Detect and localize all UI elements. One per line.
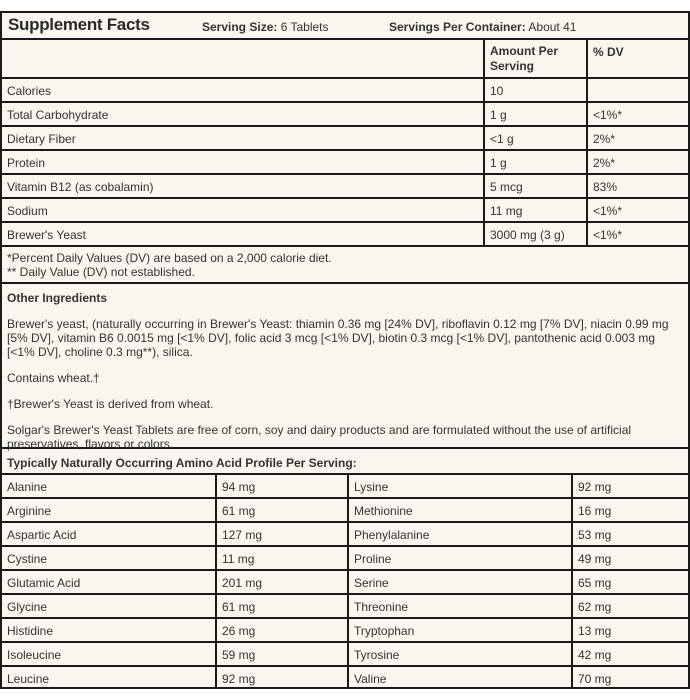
allergen-statement: Contains wheat.† xyxy=(7,371,100,385)
amino-acid-value: 13 mg xyxy=(578,624,612,638)
amino-acid-value: 61 mg xyxy=(222,504,256,518)
servings-per-container-label: Servings Per Container: xyxy=(389,20,526,34)
amino-acid-name: Aspartic Acid xyxy=(7,528,77,542)
amino-acid-value: 65 mg xyxy=(578,576,612,590)
nutrient-amount: 11 mg xyxy=(490,204,523,218)
amino-acid-name: Arginine xyxy=(7,504,52,518)
nutrient-amount: 10 xyxy=(490,84,504,98)
amino-acid-value: 94 mg xyxy=(222,480,256,494)
table-row xyxy=(2,127,688,151)
table-row xyxy=(2,619,688,643)
amino-acid-value: 201 mg xyxy=(222,576,263,590)
nutrient-amount: 3000 mg (3 g) xyxy=(490,228,565,242)
amino-acid-name: Phenylalanine xyxy=(354,528,430,542)
table-row xyxy=(2,571,688,595)
amino-acid-name: Proline xyxy=(354,552,392,566)
amino-acid-name: Leucine xyxy=(7,672,50,686)
amino-acid-name: Threonine xyxy=(354,600,409,614)
amino-acid-name: Histidine xyxy=(7,624,54,638)
table-row xyxy=(2,151,688,175)
table-row xyxy=(2,103,688,127)
amino-acid-name: Methionine xyxy=(354,504,413,518)
table-row xyxy=(2,475,688,499)
table-row xyxy=(2,499,688,523)
amino-acid-value: 92 mg xyxy=(578,480,612,494)
servings-per-container-value: About 41 xyxy=(528,20,577,34)
amino-acid-name: Cystine xyxy=(7,552,48,566)
amino-acid-value: 59 mg xyxy=(222,648,256,662)
table-row xyxy=(2,223,688,247)
amino-acid-value: 53 mg xyxy=(578,528,612,542)
amino-acid-name: Isoleucine xyxy=(7,648,62,662)
amino-acid-name: Valine xyxy=(354,672,387,686)
amino-acid-value: 16 mg xyxy=(578,504,612,518)
ingredients-text: Brewer's yeast, (naturally occurring in Brewer's Yeast: thiamin 0.36 mg [24% DV], riboflavin 0.12 mg [7% DV], niacin 0.99 mg [5% DV], vitamin B6 0.0015 mg [<1% DV], folic acid 3 mcg [<1% DV], biotin 0.3 mcg [<1% DV], pantothenic acid 0.003 mg [<1% DV], choline 0.3 mg**), silica. xyxy=(7,317,669,359)
amount-header-line2: Serving xyxy=(490,59,535,73)
serving-size-label: Serving Size: xyxy=(202,20,278,34)
amino-acid-value: 70 mg xyxy=(578,672,612,686)
nutrient-name: Protein xyxy=(7,156,46,170)
nutrient-amount: 1 g xyxy=(490,156,507,170)
nutrient-dv: <1%* xyxy=(593,108,623,122)
nutrient-name: Dietary Fiber xyxy=(7,132,76,146)
dv-footnotes xyxy=(2,247,688,284)
table-row xyxy=(2,199,688,223)
amino-acid-value: 49 mg xyxy=(578,552,612,566)
table-row xyxy=(2,547,688,571)
nutrient-name: Calories xyxy=(7,84,52,98)
amino-acid-name: Glutamic Acid xyxy=(7,576,81,590)
amount-column-header xyxy=(483,40,586,77)
amino-acid-heading-text: Typically Naturally Occurring Amino Acid Profile Per Serving: xyxy=(7,456,357,470)
panel-title: Supplement Facts xyxy=(8,15,150,34)
footnote-dv-basis: *Percent Daily Values (DV) are based on a 2,000 calorie diet. xyxy=(7,251,332,265)
footnote-dv-not-established: ** Daily Value (DV) not established. xyxy=(7,265,195,279)
amino-acid-name: Tryptophan xyxy=(354,624,415,638)
nutrient-name: Sodium xyxy=(7,204,48,218)
amino-acid-value: 26 mg xyxy=(222,624,256,638)
dv-column-header xyxy=(586,40,688,77)
amino-acid-name: Serine xyxy=(354,576,389,590)
servings-per-container xyxy=(389,20,576,34)
table-row xyxy=(2,523,688,547)
other-ingredients-section xyxy=(2,286,688,449)
amino-acid-value: 127 mg xyxy=(222,528,263,542)
table-row xyxy=(2,643,688,667)
nutrient-name: Total Carbohydrate xyxy=(7,108,109,122)
nutrient-dv: <1%* xyxy=(593,204,623,218)
amino-acid-name: Lysine xyxy=(354,480,389,494)
supplement-facts-header xyxy=(2,13,688,40)
nutrient-amount: <1 g xyxy=(490,132,514,146)
nutrient-dv: 2%* xyxy=(593,156,616,170)
supplement-facts-panel xyxy=(0,11,690,689)
table-row xyxy=(2,175,688,199)
other-ingredients-heading: Other Ingredients xyxy=(7,291,108,305)
amount-header-line1: Amount Per xyxy=(490,44,559,58)
amino-acid-profile-heading xyxy=(2,451,688,475)
nutrient-dv: 2%* xyxy=(593,132,616,146)
table-row xyxy=(2,667,688,687)
amino-acid-value: 42 mg xyxy=(578,648,612,662)
nutrient-dv: 83% xyxy=(593,180,618,194)
nutrient-column-header xyxy=(2,40,483,77)
dv-header-label: % DV xyxy=(593,45,624,59)
allergen-note: †Brewer's Yeast is derived from wheat. xyxy=(7,397,214,411)
nutrient-name: Vitamin B12 (as cobalamin) xyxy=(7,180,154,194)
nutrient-name: Brewer's Yeast xyxy=(7,228,87,242)
amino-acid-value: 92 mg xyxy=(222,672,256,686)
amino-acid-name: Tyrosine xyxy=(354,648,400,662)
nutrient-dv: <1%* xyxy=(593,228,623,242)
amino-acid-name: Alanine xyxy=(7,480,48,494)
amino-acid-value: 11 mg xyxy=(222,552,255,566)
nutrient-amount: 1 g xyxy=(490,108,507,122)
amino-acid-value: 62 mg xyxy=(578,600,612,614)
serving-size xyxy=(202,20,329,34)
nutrient-amount: 5 mcg xyxy=(490,180,523,194)
amino-acid-value: 61 mg xyxy=(222,600,256,614)
free-of-statement: Solgar's Brewer's Yeast Tablets are free of corn, soy and dairy products and are formulated without the use of artificial preservatives, flavors or colors. xyxy=(7,423,632,451)
table-row xyxy=(2,79,688,103)
table-row xyxy=(2,595,688,619)
serving-size-value: 6 Tablets xyxy=(280,20,329,34)
facts-table-header xyxy=(2,40,688,79)
amino-acid-name: Glycine xyxy=(7,600,48,614)
